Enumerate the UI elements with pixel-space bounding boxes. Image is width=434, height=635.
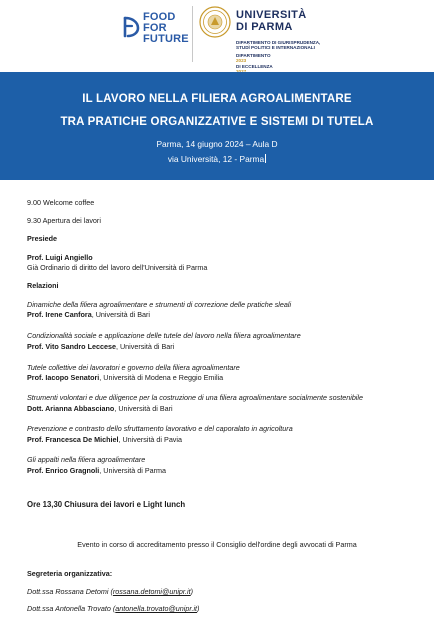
university-name-line: UNIVERSITÀ	[236, 9, 307, 21]
presiede-heading: Presiede	[27, 234, 57, 243]
talk-speaker: Prof. Francesca De Michiel	[27, 435, 119, 444]
talk-affiliation: , Università di Modena e Reggio Emilia	[99, 373, 224, 382]
chair-name: Prof. Luigi Angiello	[27, 253, 93, 262]
talk-title: Dinamiche della filiera agroalimentare e strumenti di correzione delle pratiche sleali	[27, 300, 292, 309]
department-name	[236, 40, 320, 51]
header-divider	[192, 6, 193, 62]
talk-title: Condizionalità sociale e applicazione delle tutele del lavoro nella filiera agroalimentare	[27, 331, 301, 340]
talk-speaker: Prof. Irene Canfora	[27, 310, 92, 319]
logo-word: FUTURE	[143, 33, 189, 45]
university-name-line: DI PARMA	[236, 21, 293, 33]
university-seal-icon	[199, 6, 231, 38]
talk-speaker-line	[27, 373, 223, 382]
talk-speaker-line	[27, 466, 166, 475]
relazioni-heading: Relazioni	[27, 281, 59, 290]
secretariat-heading: Segreteria organizzativa:	[27, 569, 113, 578]
talk-title: Tutele collettive dei lavoratori e governo della filiera agroalimentare	[27, 363, 240, 372]
excellence-year: 2023	[236, 58, 247, 64]
talk-speaker-line	[27, 342, 174, 351]
talk-speaker: Prof. Enrico Gragnoli	[27, 466, 100, 475]
excellence-word: DIPARTIMENTO	[236, 53, 271, 58]
event-address: via Università, 12 - Parma	[167, 154, 265, 164]
text-caret	[265, 154, 266, 163]
accreditation-note: Evento in corso di accreditamento presso il Consiglio dell'ordine degli avvocati di Parma	[77, 540, 357, 549]
closing-lunch: Ore 13,30 Chiusura dei lavori e Light lunch	[27, 500, 186, 509]
talk-affiliation: , Università di Bari	[91, 310, 151, 319]
opening: 9.30 Apertura dei lavori	[27, 216, 101, 225]
chair-role: Già Ordinario di diritto del lavoro dell'Università di Parma	[27, 263, 208, 272]
talk-affiliation: , Università di Pavia	[118, 435, 182, 444]
title-banner	[0, 72, 434, 180]
excellence-line	[236, 53, 273, 64]
talk-affiliation: , Università di Parma	[99, 466, 167, 475]
program-body	[0, 180, 434, 635]
food-for-future-wordmark	[143, 12, 189, 45]
contact-name: Dott.ssa Antonella Trovato	[27, 604, 111, 613]
event-title-line-2: TRA PRATICHE ORGANIZZATIVE E SISTEMI DI TUTELA	[60, 116, 374, 128]
talk-affiliation: , Università di Bari	[115, 342, 175, 351]
contact-email-link[interactable]: rossana.detomi@unipr.it	[112, 587, 191, 596]
event-title-line-1: IL LAVORO NELLA FILIERA AGROALIMENTARE	[82, 93, 352, 105]
logo-word: FOR	[143, 22, 167, 34]
department-line: STUDÌ POLITICI E INTERNAZIONALI	[236, 45, 315, 51]
secretariat-contact: Dott.ssa Rossana Detomi (rossana.detomi@unipr.it)	[27, 587, 194, 596]
page-header	[0, 0, 434, 70]
talk-speaker-line	[27, 310, 150, 319]
event-date-place: Parma, 14 giugno 2024 – Aula D	[156, 139, 278, 149]
event-address-line	[0, 154, 434, 164]
food-for-future-logo	[122, 12, 188, 56]
secretariat-contact: Dott.ssa Antonella Trovato (antonella.trovato@unipr.it)	[27, 604, 200, 613]
department-line: DIPARTIMENTO DI GIURISPRUDENZA,	[236, 40, 321, 45]
talk-speaker: Prof. Iacopo Senatori	[27, 373, 100, 382]
excellence-word: DI ECCELLENZA	[236, 63, 273, 69]
talk-speaker: Dott. Arianna Abbasciano	[27, 404, 115, 413]
contact-name: Dott.ssa Rossana Detomi	[27, 587, 109, 596]
food-for-future-mark-icon	[122, 16, 140, 38]
talk-speaker-line	[27, 404, 173, 413]
contact-email-link[interactable]: antonella.trovato@unipr.it	[115, 604, 198, 613]
talk-affiliation: , Università di Bari	[114, 404, 173, 413]
talk-title: Gli appalti nella filiera agroalimentare	[27, 455, 146, 464]
talk-speaker-line	[27, 435, 182, 444]
logo-word: FOOD	[143, 11, 176, 23]
welcome-coffee: 9.00 Welcome coffee	[27, 198, 95, 207]
talk-title: Prevenzione e contrasto dello sfruttamento lavorativo e del caporalato in agricoltura	[27, 424, 293, 433]
university-name	[236, 9, 307, 33]
talk-speaker: Prof. Vito Sandro Leccese	[27, 342, 116, 351]
talk-title: Strumenti volontari e due diligence per la costruzione di una filiera agroalimentare socialmente sostenibile	[27, 393, 364, 402]
